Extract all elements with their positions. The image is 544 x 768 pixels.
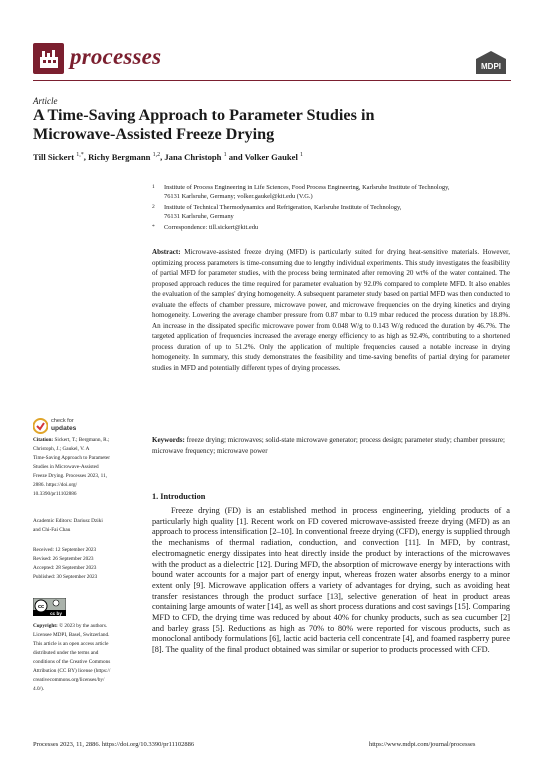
received-date: Received: 12 September 2023 xyxy=(33,547,97,553)
editors-line: and Chi-Fai Chau xyxy=(33,527,71,533)
affiliation xyxy=(152,203,522,221)
footer-journal-link[interactable]: https://www.mdpi.com/journal/processes xyxy=(369,741,476,748)
mdpi-logo-icon xyxy=(474,50,508,76)
citation-block xyxy=(33,436,115,499)
author-affiliation-mark: 1 xyxy=(300,152,303,159)
citation-label: Citation: xyxy=(33,437,54,443)
citation-line: Studies in Microwave-Assisted xyxy=(33,464,99,470)
copyright-line: Attribution (CC BY) license (https:// xyxy=(33,668,111,674)
copyright-label: Copyright: xyxy=(33,623,58,629)
revised-date: Revised: 26 September 2023 xyxy=(33,556,94,562)
svg-text:cc: cc xyxy=(37,604,45,610)
check-updates-line1: check for xyxy=(51,418,74,424)
keywords xyxy=(152,435,510,456)
affiliation-mark: * xyxy=(152,224,155,230)
abstract-text: Microwave-assisted freeze drying (MFD) is particularly suited for drying heat-sensitive materials. However, optimizing process parameters is time-consuming due to lengthy individual experiments. This study investigates the feasibility of partial MFD for parameter studies, with the process being terminated after removing 20 wt% of the water contained. The proposed approach reduces the time required for parameter evaluation by 92.0% compared to complete MFD. It also enables the evaluation of the samples' drying homogeneity. A subsequent parameter study based on partial MFD was then conducted to evaluate the effects of chamber pressure, microwave power, and microwave frequencies on the drying kinetics and drying homogeneity. Lowering the average chamber pressure from 0.87 mbar to 0.19 mbar reduced the process duration by 18.8%. An increase in the dissipated specific microwave power from 0.048 W/g to 0.143 W/g reduced the duration by 46.7%. The targeted application of frequencies increased the average energy efficiency to as high as 92.4%, contributing to a shortened process duration of up to 51.2%. Only the application of multiple frequencies caused a notable increase in drying homogeneity. In summary, this study demonstrates the feasibility and time-saving benefits of partial drying for parameter studies in MFD and potentially different types of drying processes. xyxy=(152,248,510,373)
intro-paragraph: Freeze drying (FD) is an established method in process engineering, yielding products of a particularly high quality [1]. Recent work on FD covered microwave-assisted freeze drying (MFD) as an approach to process intensification [2–10]. In conventional freeze drying (CFD), energy is supplied through the mechanisms of thermal radiation, conduction, and convection [11]. In MFD, by contrast, electromagnetic energy dissipates into heat directly inside the product by interactions of the microwaves with the product as a dielectric [12]. During MFD, the absorption of microwave energy by interactions with bound water accounts for a major part of energy input, whereas frozen water absorbs energy to a minor extent only [9]. Microwave application offers a variety of advantages for drying, such as avoiding heat transfer resistances through the product surface [13], selective generation of heat in product areas containing large amounts of water [14], as well as short process durations and cost savings [15]. Comparing MFD to CFD, the drying time was reduced by about 40% for chunky products, such as sea cucumber [2] and barley grass [5]. Reductions as high as 70% to 80% were reported for viscous products, such as monoclonal antibody formulations [6], lactic acid bacteria cell concentrate [4], and foamed raspberry puree [8]. The quality of the final product obtained was similar or superior to products processed with CFD. xyxy=(152,506,510,655)
keywords-label: Keywords: xyxy=(152,436,185,444)
affiliation-mark: 2 xyxy=(152,204,155,210)
citation-doi-link[interactable]: 10.3390/pr11102886 xyxy=(33,491,77,497)
correspondence-line: Correspondence: till.sickert@kit.edu xyxy=(164,224,259,231)
citation-line: Sickert, T.; Bergmann, R.; xyxy=(54,437,110,443)
author-affiliation-mark: 1 xyxy=(223,152,227,159)
correspondence xyxy=(152,223,522,232)
abstract xyxy=(152,247,510,374)
copyright-line: distributed under the terms and xyxy=(33,650,99,656)
citation-doi-link[interactable]: 2886. https://doi.org/ xyxy=(33,482,78,488)
affiliation-line: Institute of Technical Thermodynamics and Refrigeration, Karlsruhe Institute of Technology, xyxy=(164,204,402,211)
section-heading: 1. Introduction xyxy=(152,492,206,501)
citation-line: Christoph, J.; Gaukel, V. A xyxy=(33,446,90,452)
author-affiliation-mark: 1,* xyxy=(76,152,84,159)
affiliation-line: Institute of Process Engineering in Life Sciences, Food Process Engineering, Karlsruhe Institute of Technology, xyxy=(164,184,450,191)
header-rule xyxy=(33,80,511,81)
copyright-line: This article is an open access article xyxy=(33,641,109,647)
copyright-line: conditions of the Creative Commons xyxy=(33,659,111,665)
svg-text:MDPI: MDPI xyxy=(481,62,501,71)
affiliation xyxy=(152,183,522,201)
accepted-date: Accepted: 28 September 2023 xyxy=(33,565,97,571)
citation-line: Time-Saving Approach to Parameter xyxy=(33,455,110,461)
check-updates-line2: updates xyxy=(51,425,77,432)
license-link[interactable]: creativecommons.org/licenses/by/ xyxy=(33,677,105,683)
published-date: Published: 30 September 2023 xyxy=(33,574,98,580)
editors-line: Academic Editors: Dariusz Dziki xyxy=(33,518,103,524)
check-for-updates-button[interactable] xyxy=(33,416,93,438)
keywords-text: freeze drying; microwaves; solid-state microwave generator; process design; parameter study; chamber pressure; microwave frequency; microwave power xyxy=(152,436,506,455)
article-type: Article xyxy=(33,96,58,106)
copyright-line: 4.0/). xyxy=(33,686,45,692)
affiliation-line: 76131 Karlsruhe, Germany xyxy=(164,213,234,221)
journal-name: processes xyxy=(70,44,162,69)
author-name: Richy Bergmann xyxy=(88,152,151,162)
check-updates-icon xyxy=(33,416,48,436)
abstract-label: Abstract: xyxy=(152,248,181,256)
author-name: Till Sickert xyxy=(33,152,75,162)
academic-editors xyxy=(33,517,115,535)
citation-line: Freeze Drying. Processes 2023, 11, xyxy=(33,473,108,479)
article-title: A Time-Saving Approach to Parameter Studies in Microwave-Assisted Freeze Drying xyxy=(33,106,375,143)
affiliation-line: 76131 Karlsruhe, Germany; volker.gaukel@kit.edu (V.G.) xyxy=(164,193,313,201)
author-list: Till Sickert $^{1,*}$, Richy Bergmann $^{1,2}$, Jana Christoph $^1$ and Volker Gaukel $^1$ xyxy=(33,152,303,162)
publication-dates xyxy=(33,546,115,582)
cc-by-license-icon[interactable] xyxy=(33,598,66,616)
journal-logo-icon xyxy=(33,43,64,74)
author-affiliation-mark: 1,2 xyxy=(152,152,161,159)
author-name: Jana Christoph xyxy=(164,152,222,162)
copyright-notice xyxy=(33,622,115,694)
svg-text:cc by: cc by xyxy=(50,611,62,616)
affiliation-mark: 1 xyxy=(152,184,155,190)
copyright-line: Licensee MDPI, Basel, Switzerland. xyxy=(33,632,110,638)
copyright-line: © 2023 by the authors. xyxy=(59,623,108,629)
author-name: Volker Gaukel xyxy=(244,152,298,162)
footer-citation: Processes 2023, 11, 2886. https://doi.org/10.3390/pr11102886 xyxy=(33,741,195,748)
